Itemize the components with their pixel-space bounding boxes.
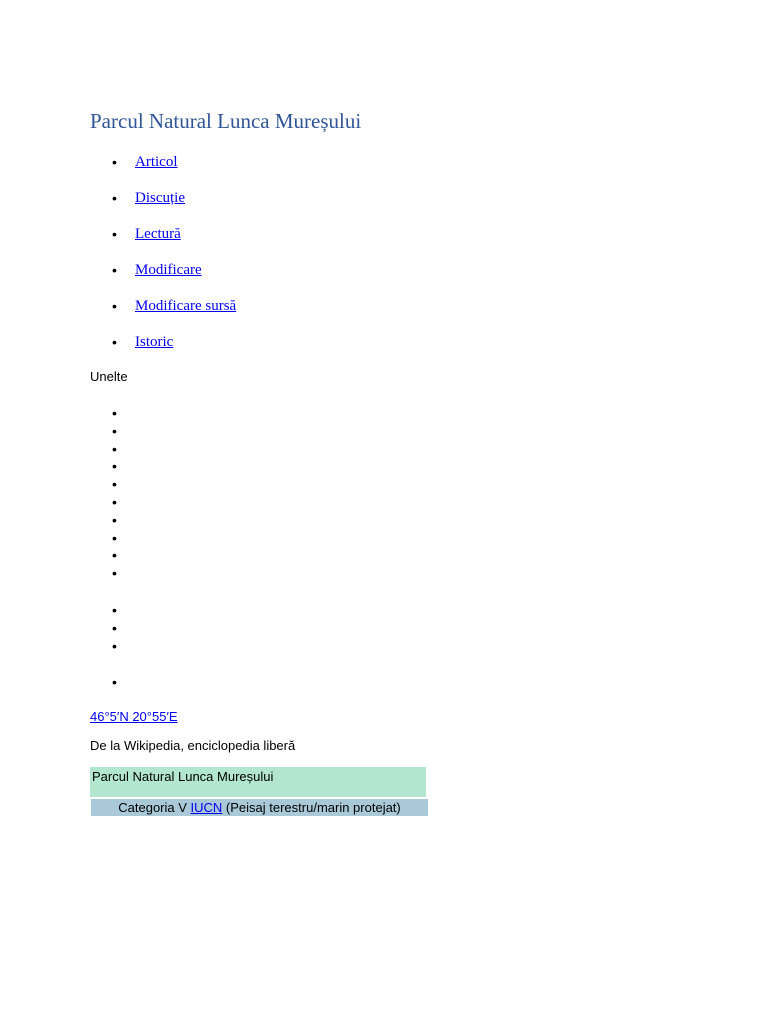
- other-projects-empty-list: [112, 674, 117, 692]
- empty-list-item: •: [112, 422, 117, 439]
- site-tagline: De la Wikipedia, enciclopedia liberă: [90, 738, 296, 753]
- infobox-title: Parcul Natural Lunca Mureșului: [90, 767, 426, 797]
- category-prefix: Categoria V: [118, 800, 191, 815]
- bullet: •: [112, 190, 117, 206]
- nav-item-edit: [0, 258, 400, 294]
- read-link[interactable]: Lectură: [135, 226, 181, 242]
- article-link[interactable]: Articol: [135, 154, 178, 170]
- empty-list-item: •: [112, 619, 117, 636]
- empty-list-item: •: [112, 529, 117, 546]
- empty-list-item: •: [112, 602, 117, 618]
- nav-item-history: [0, 330, 400, 366]
- nav-item-edit-source: [0, 294, 400, 330]
- edit-link[interactable]: Modificare: [135, 262, 202, 278]
- history-link[interactable]: Istoric: [135, 334, 174, 350]
- infobox-category: [91, 799, 428, 816]
- coordinates-link[interactable]: 46°5′N 20°55′E: [90, 709, 178, 724]
- tools-label: Unelte: [90, 369, 128, 384]
- page-title: Parcul Natural Lunca Mureșului: [90, 109, 362, 133]
- nav-item-discussion: [0, 186, 400, 222]
- category-suffix: (Peisaj terestru/marin protejat): [222, 800, 401, 815]
- empty-list-item: •: [112, 511, 117, 528]
- bullet: •: [112, 226, 117, 242]
- page-actions-list: [0, 150, 400, 366]
- bullet: •: [112, 298, 117, 314]
- empty-list-item: •: [112, 440, 117, 457]
- nav-item-article: [0, 150, 400, 186]
- nav-item-read: [0, 222, 400, 258]
- iucn-link[interactable]: IUCN: [190, 800, 223, 815]
- empty-list-item: •: [112, 405, 117, 421]
- empty-list-item: •: [112, 637, 117, 654]
- empty-list-item: •: [112, 458, 117, 475]
- bullet: •: [112, 334, 117, 350]
- tools-empty-list: [112, 405, 117, 583]
- empty-list-item: •: [112, 476, 117, 493]
- empty-list-item: •: [112, 547, 117, 564]
- bullet: •: [112, 262, 117, 278]
- bullet: •: [112, 154, 117, 170]
- discussion-link[interactable]: Discuție: [135, 190, 185, 206]
- empty-list-item: •: [112, 493, 117, 510]
- empty-list-item: •: [112, 674, 117, 690]
- edit-source-link[interactable]: Modificare sursă: [135, 298, 237, 314]
- empty-list-item: •: [112, 565, 117, 582]
- print-empty-list: [112, 602, 117, 655]
